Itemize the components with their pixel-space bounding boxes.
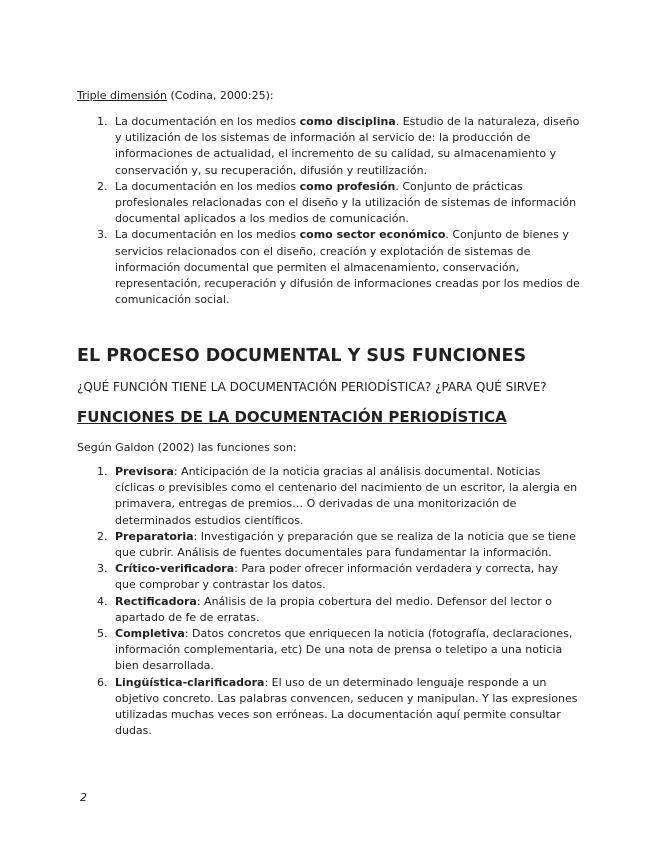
intro-line xyxy=(77,89,274,103)
list-item: 4. Rectificadora: Análisis de la propia cobertura del medio. Defensor del lector o apartado de fe de erratas. xyxy=(97,594,552,624)
list-item: 6. Lingüística-clarificadora: El uso de un determinado lenguaje responde a un objetivo concreto. Las palabras convencen, seducen y manipulan. Y las expresiones utilizadas muchas veces son erróneas. La documentación aquí permite consultar dudas. xyxy=(97,675,578,738)
functions-list xyxy=(77,464,582,739)
list-item: 3. Crítico-verificadora: Para poder ofrecer información verdadera y correcta, hay que comprobar y contrastar los datos. xyxy=(97,562,559,592)
list-item: 1. Previsora: Anticipación de la noticia gracias al análisis documental. Noticias cíclicas o previsibles como el centenario del nacimiento de un escritor, la alergia en primavera, entregas de premios… O derivadas de una monitorización de determinados estudios científicos. xyxy=(97,465,578,527)
list-item: 2. La documentación en los medios como profesión. Conjunto de prácticas profesionales relacionadas con el diseño y la utilización de sistemas de información documental aplicados a los medios de comunicación. xyxy=(97,179,577,226)
intro-citation: (Codina, 2000:25): xyxy=(166,89,274,102)
list-item: 1. La documentación en los medios como disciplina. Estudio de la naturaleza, diseño y utilización de los sistemas de información al servicio de: la producción de informaciones de actualidad, el incremento de su calidad, su almacenamiento y conservación y, su recuperación, difusión y reutilización. xyxy=(97,115,580,177)
page-number: 2 xyxy=(80,791,87,804)
section-heading: EL PROCESO DOCUMENTAL Y SUS FUNCIONES xyxy=(77,346,527,366)
lead-text: Según Galdon (2002) las funciones son: xyxy=(77,441,297,454)
list-item: 2. Preparatoria: Investigación y preparación que se realiza de la noticia que se tiene que cubrir. Análisis de fuentes documentales para fundamentar la información. xyxy=(97,529,576,560)
list-item: 3. La documentación en los medios como sector económico. Conjunto de bienes y servicios relacionados con el diseño, creación y explotación de sistemas de información documental que permiten el almacenamiento, conservación, representación, recuperación y difusión de informaciones creadas por los medios de comunicación social. xyxy=(97,228,580,307)
section-question: ¿QUÉ FUNCIÓN TIENE LA DOCUMENTACIÓN PERIODÍSTICA? ¿PARA QUÉ SIRVE? xyxy=(77,380,547,394)
list-item: 5. Completiva: Datos concretos que enriquecen la noticia (fotografía, declaraciones, información complementaria, etc) De una nota de prensa o teletipo a una noticia bien desarrollada. xyxy=(97,627,573,673)
intro-label: Triple dimensión xyxy=(77,89,167,102)
dimension-list xyxy=(77,114,582,308)
subsection-heading: FUNCIONES DE LA DOCUMENTACIÓN PERIODÍSTICA xyxy=(77,408,507,426)
